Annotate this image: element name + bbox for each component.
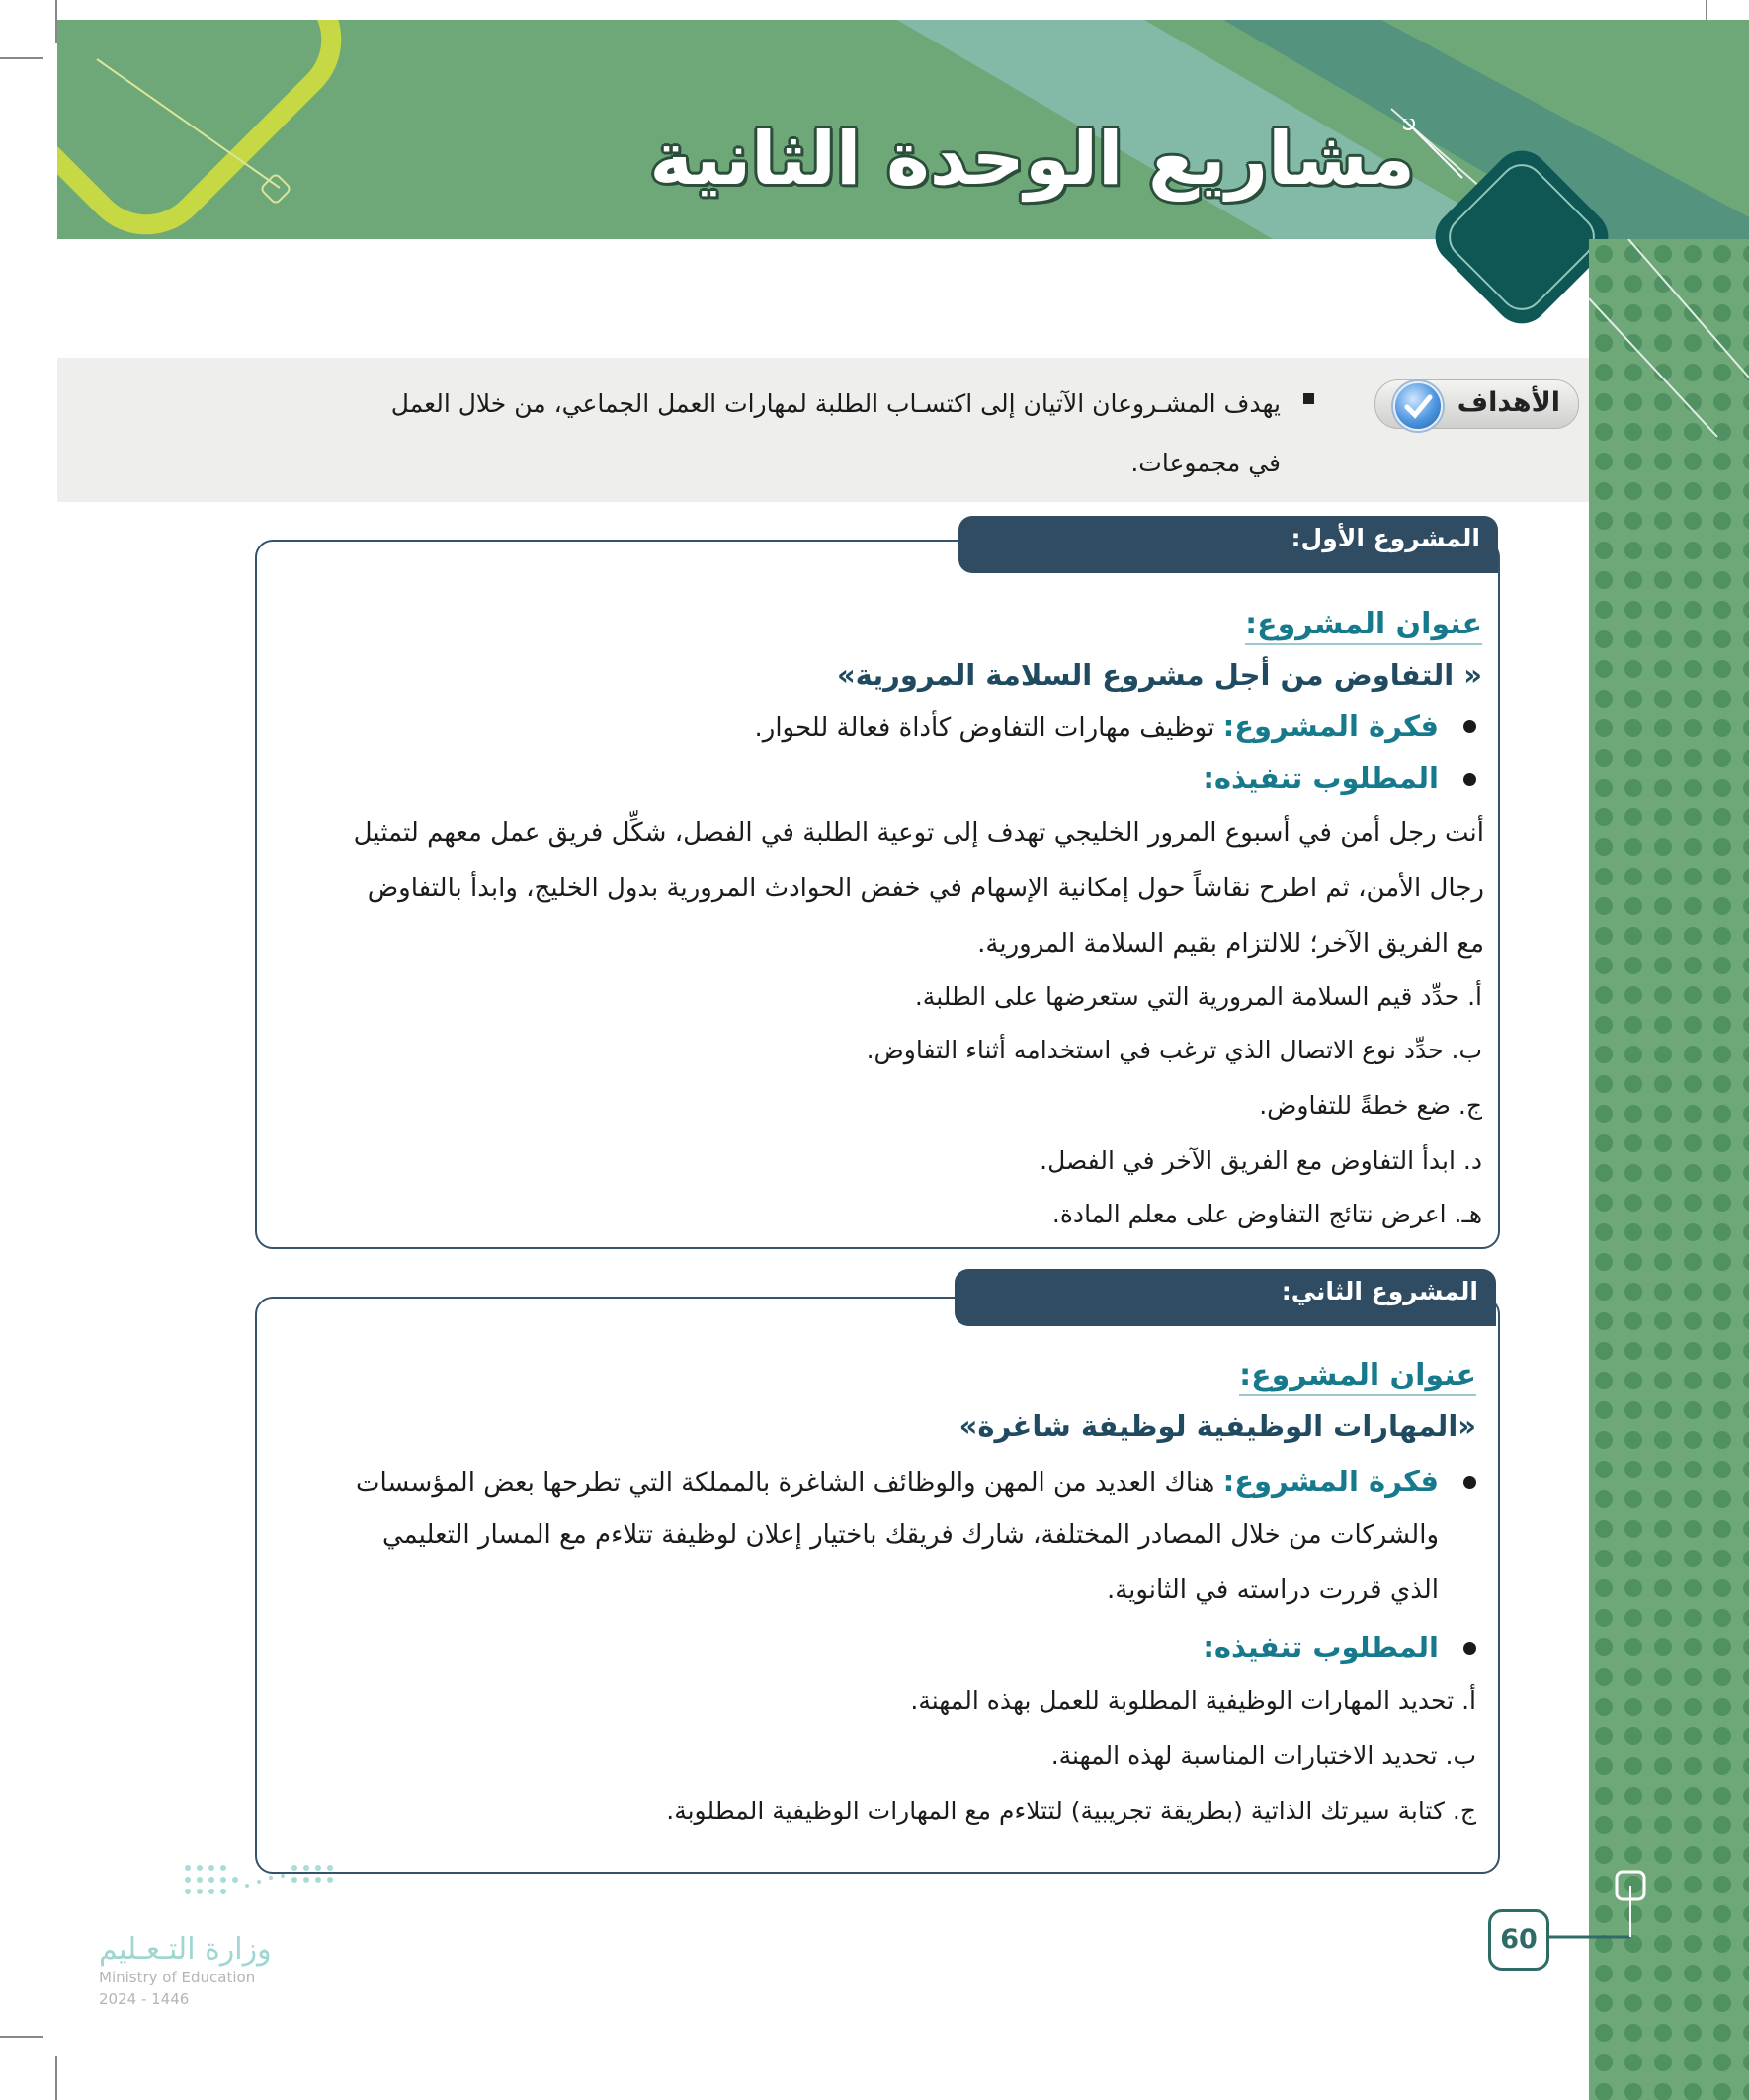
project1-idea: [755, 710, 1440, 743]
project1-title: « التفاوض من أجل مشروع السلامة المرورية»: [836, 658, 1482, 692]
crop-mark: [55, 2056, 57, 2100]
project1-paragraph-line: أنت رجل أمن في أسبوع المرور الخليجي تهدف إلى توعية الطلبة في الفصل، شكِّل فريق عمل معهم لتمثيل: [353, 818, 1484, 848]
project2-required-label: المطلوب تنفيذه:: [1203, 1631, 1439, 1664]
project1-item: أ. حدِّد قيم السلامة المرورية التي ستعرضها على الطلبة.: [914, 982, 1482, 1011]
project1-title-label: عنوان المشروع:: [1245, 607, 1482, 645]
page-connector-decoration: [1541, 1858, 1650, 1957]
project2-idea-line: والشركات من خلال المصادر المختلفة، شارك فريقك باختيار إعلان لوظيفة تتلاءم مع المسار التعليمي: [381, 1520, 1439, 1550]
ministry-logo-dots: [178, 1858, 356, 1917]
project1-box: [255, 540, 1500, 1249]
bullet-icon: [1463, 1642, 1476, 1655]
ministry-name-english: Ministry of Education: [99, 1969, 256, 1986]
project2-title: «المهارات الوظيفية لوظيفة شاغرة»: [958, 1409, 1476, 1443]
project2-box: [255, 1297, 1500, 1874]
crop-mark: [0, 57, 43, 59]
project2-title-label: عنوان المشروع:: [1239, 1358, 1476, 1396]
project1-item: د. ابدأ التفاوض مع الفريق الآخر في الفصل.: [1040, 1146, 1482, 1175]
project1-paragraph-line: مع الفريق الآخر؛ للالتزام بقيم السلامة المرورية.: [977, 929, 1484, 959]
project1-paragraph-line: رجال الأمن، ثم اطرح نقاشاً حول إمكانية الإسهام في خفض الحوادث المرورية بدول الخليج، وابدأ بالتفاوض: [367, 874, 1484, 903]
side-dot-strip: [1589, 239, 1749, 2100]
project2-idea-text: هناك العديد من المهن والوظائف الشاغرة بالمملكة التي تطرحها بعض المؤسسات: [355, 1469, 1215, 1498]
bullet-icon: [1463, 720, 1476, 733]
project2-idea-line: الذي قررت دراسته في الثانوية.: [1106, 1575, 1439, 1605]
project2-item: ج. كتابة سيرتك الذاتية (بطريقة تجريبية) لتتلاءم مع المهارات الوظيفية المطلوبة.: [666, 1797, 1476, 1825]
project1-required-label: المطلوب تنفيذه:: [1203, 761, 1439, 795]
square-bullet-icon: [1303, 393, 1314, 404]
page-number: 60: [1488, 1909, 1549, 1971]
dot-pattern: [1589, 239, 1749, 2100]
project1-item: ج. ضع خطةً للتفاوض.: [1259, 1091, 1482, 1120]
project1-idea-text: توظيف مهارات التفاوض كأداة فعالة للحوار.: [754, 714, 1215, 743]
project1-idea-label: فكرة المشروع:: [1222, 710, 1439, 743]
page-title: مشاريع الوحدة الثانية: [649, 117, 1415, 202]
ministry-year: 2024 - 1446: [99, 1990, 190, 2008]
project2-item: أ. تحديد المهارات الوظيفية المطلوبة للعمل بهذه المهنة.: [910, 1686, 1476, 1715]
goals-text-line1: يهدف المشـروعان الآتيان إلى اكتسـاب الطلبة لمهارات العمل الجماعي، من خلال العمل: [390, 389, 1281, 418]
bullet-icon: [1463, 1476, 1476, 1489]
goals-text-line2: في مجموعات.: [1130, 449, 1281, 477]
goals-label: الأهداف: [1457, 387, 1560, 418]
ministry-name-arabic: وزارة التـعـليم: [99, 1932, 272, 1967]
project1-item: ب. حدِّد نوع الاتصال الذي ترغب في استخدامه أثناء التفاوض.: [866, 1036, 1482, 1064]
project2-idea: [356, 1465, 1439, 1498]
crop-mark: [0, 2036, 43, 2038]
project2-tab: المشروع الثاني:: [955, 1269, 1496, 1326]
project2-item: ب. تحديد الاختبارات المناسبة لهذه المهنة.: [1050, 1741, 1476, 1770]
project2-idea-label: فكرة المشروع:: [1222, 1465, 1439, 1498]
bullet-icon: [1463, 773, 1476, 786]
goals-section: [57, 358, 1589, 502]
project1-item: هـ. اعرض نتائج التفاوض على معلم المادة.: [1051, 1200, 1482, 1228]
checkmark-icon: [1393, 381, 1443, 431]
project1-tab: المشروع الأول:: [958, 516, 1498, 573]
